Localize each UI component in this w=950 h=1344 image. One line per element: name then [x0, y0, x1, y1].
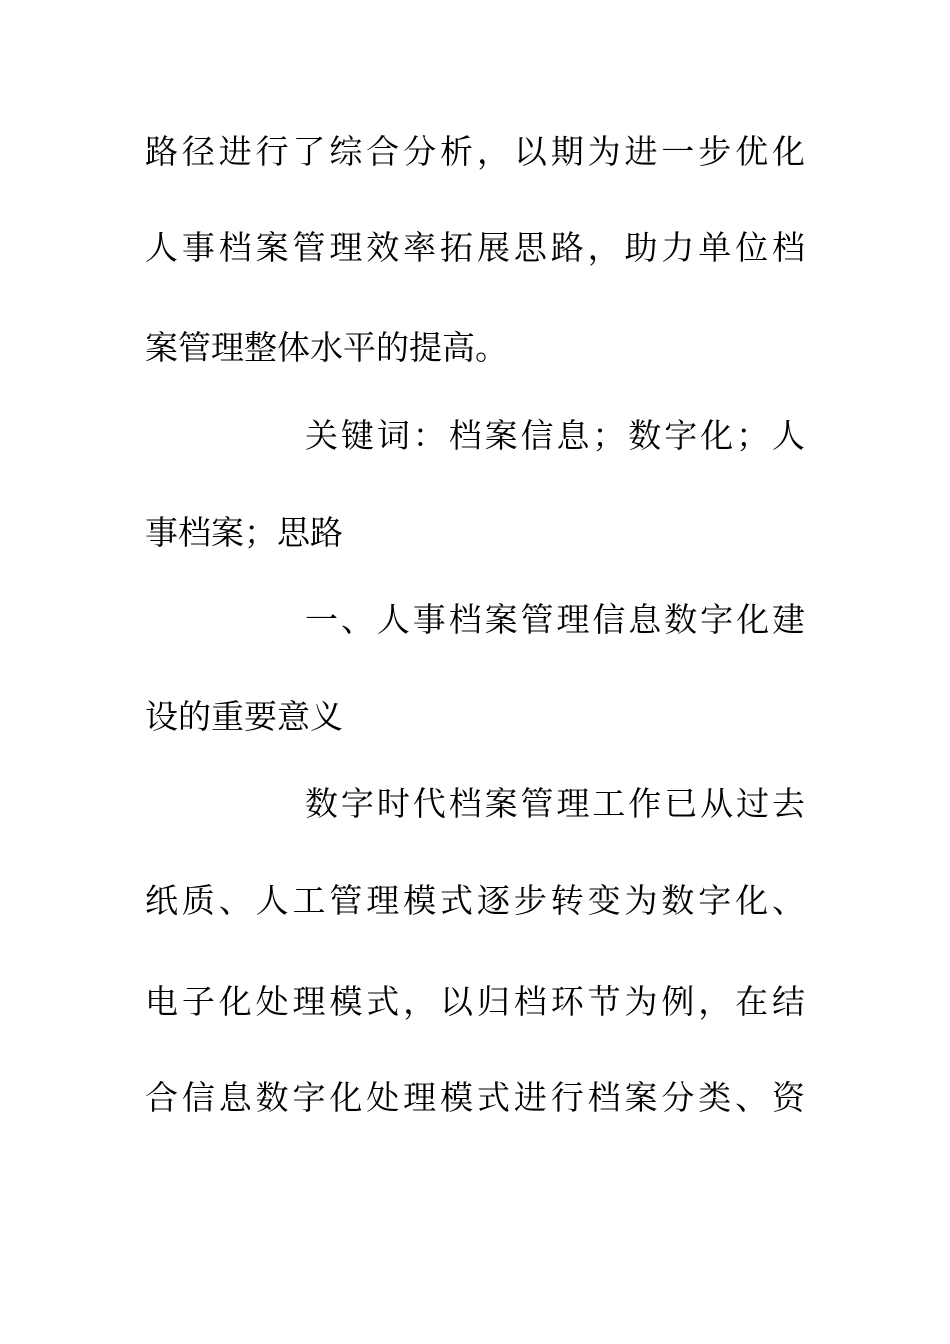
body-text-line: 合信息数字化处理模式进行档案分类、资 — [145, 1078, 805, 1117]
body-text-line: 路径进行了综合分析，以期为进一步优化 — [145, 132, 805, 171]
body-text-line: 数字时代档案管理工作已从过去 — [305, 784, 805, 823]
body-text-line: 人事档案管理效率拓展思路，助力单位档 — [145, 228, 805, 267]
body-text-line: 电子化处理模式，以归档环节为例，在结 — [145, 982, 805, 1021]
body-text-line: 纸质、人工管理模式逐步转变为数字化、 — [145, 881, 805, 920]
keywords-line: 事档案；思路 — [145, 513, 343, 552]
body-text-line: 案管理整体水平的提高。 — [145, 328, 508, 367]
section-heading: 一、人事档案管理信息数字化建 — [305, 600, 805, 639]
section-heading: 设的重要意义 — [145, 697, 343, 736]
keywords-line: 关键词：档案信息；数字化；人 — [305, 416, 805, 455]
